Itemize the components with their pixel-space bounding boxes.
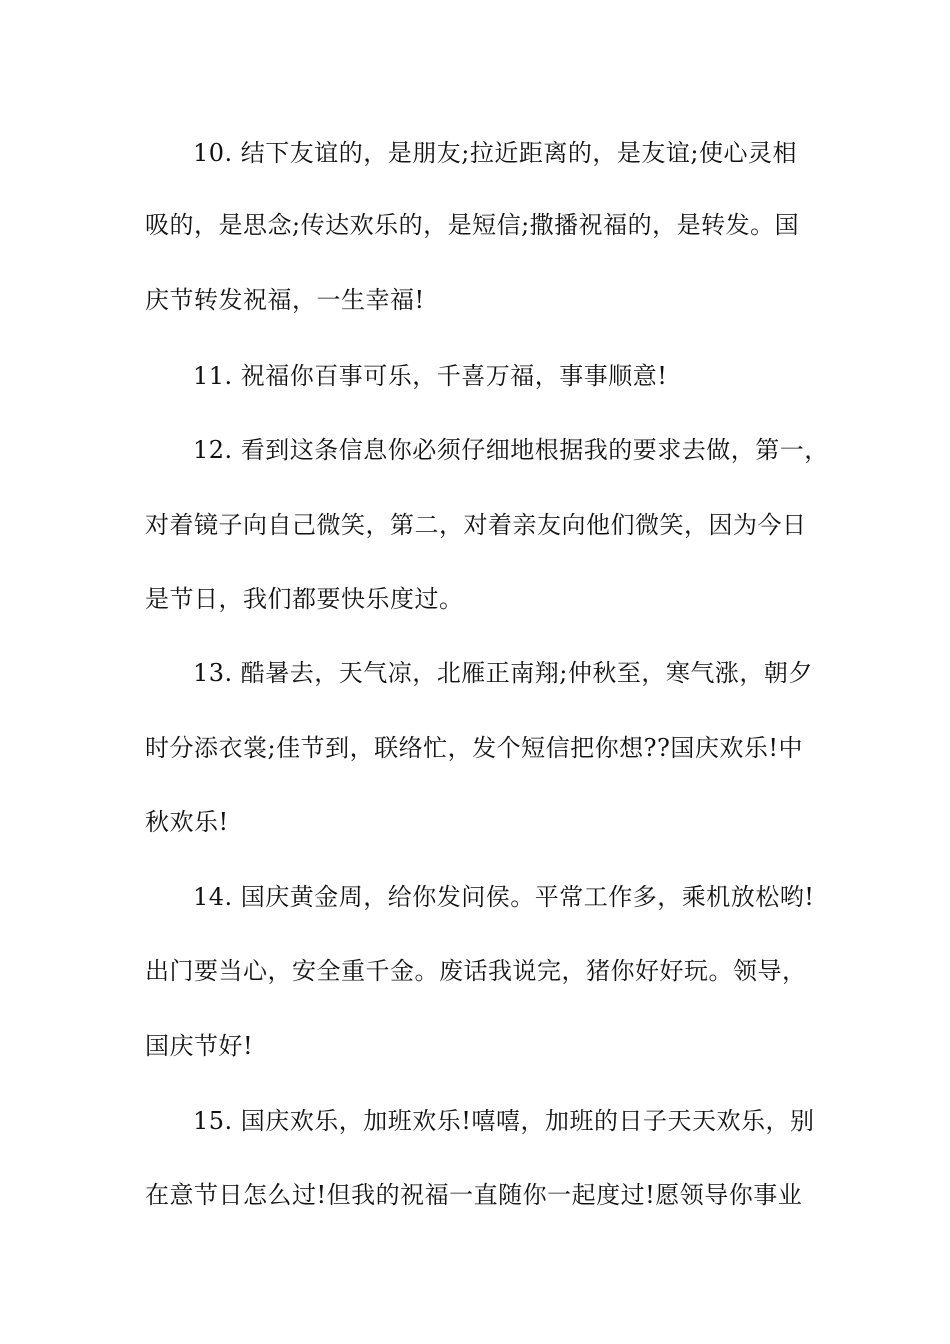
paragraph-12-line-2: 对着镜子向自己微笑，第二，对着亲友向他们微笑，因为今日 [145,511,807,539]
paragraph-14-line-1: 14. 国庆黄金周，给你发问侯。平常工作多，乘机放松哟! [193,883,815,911]
paragraph-11-line-1: 11. 祝福你百事可乐，千喜万福，事事顺意! [193,362,668,390]
paragraph-10-line-1: 10. 结下友谊的，是朋友;拉近距离的，是友谊;使心灵相 [193,139,797,167]
paragraph-10-line-3: 庆节转发祝福，一生幸福! [145,286,425,314]
paragraph-13-line-1: 13. 酷暑去，天气凉，北雁正南翔;仲秋至，寒气涨，朝夕 [193,659,813,687]
paragraph-15-line-1: 15. 国庆欢乐，加班欢乐!嘻嘻，加班的日子天天欢乐，别 [193,1107,815,1135]
paragraph-13-line-3: 秋欢乐! [145,808,229,836]
paragraph-14-line-3: 国庆节好! [145,1032,254,1060]
paragraph-10-line-2: 吸的，是思念;传达欢乐的，是短信;撒播祝福的，是转发。国 [145,211,800,239]
paragraph-15-line-2: 在意节日怎么过!但我的祝福一直随你一起度过!愿领导你事业 [145,1181,803,1209]
paragraph-12-line-1: 12. 看到这条信息你必须仔细地根据我的要求去做，第一， [193,436,829,464]
paragraph-12-line-3: 是节日，我们都要快乐度过。 [145,585,464,613]
paragraph-13-line-2: 时分添衣裳;佳节到，联络忙，发个短信把你想??国庆欢乐!中 [145,734,803,762]
paragraph-14-line-2: 出门要当心，安全重千金。废话我说完，猪你好好玩。领导， [145,957,807,985]
